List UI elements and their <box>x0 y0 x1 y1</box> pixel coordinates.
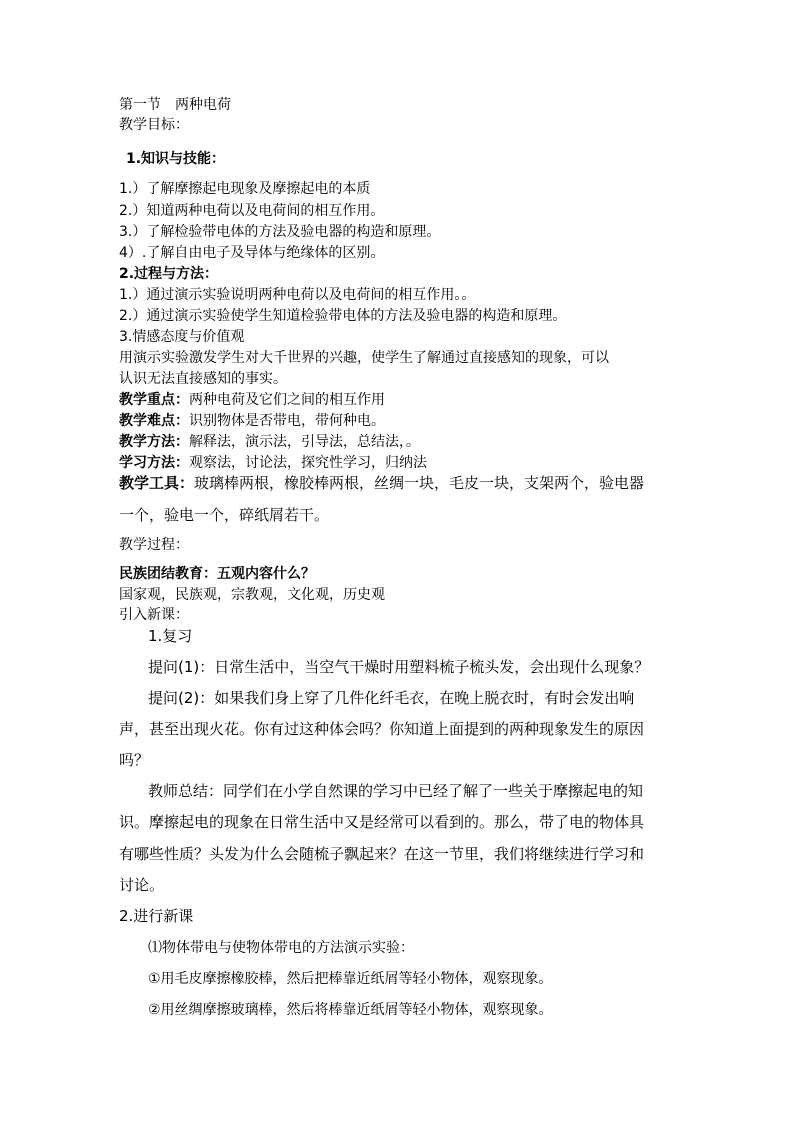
experiment-heading: ⑴物体带电与使物体带电的方法演示实验： <box>148 940 414 956</box>
question-2-line: 提问(2)：如果我们身上穿了几件化纤毛衣，在晚上脱衣时，有时会发出响 <box>148 689 635 707</box>
process-item: 2.）通过演示实验使学生知道检验带电体的方法及验电器的构造和原理。 <box>119 308 567 324</box>
knowledge-item: 4）.了解自由电子及导体与绝缘体的区别。 <box>119 245 385 261</box>
review-heading: 1.复习 <box>148 627 193 645</box>
teaching-method <box>119 433 420 451</box>
emotion-line: 用演示实验激发学生对大千世界的兴趣，使学生了解通过直接感知的现象，可以 <box>119 350 609 366</box>
process-title: 教学过程： <box>119 537 189 553</box>
knowledge-heading: 1.知识与技能： <box>126 151 226 167</box>
process-heading: 2.过程与方法： <box>119 266 219 282</box>
unity-text: 国家观，民族观，宗教观，文化观，历史观 <box>119 587 385 603</box>
teaching-tools-cont: 一个，验电一个，碎纸屑若干。 <box>119 506 330 524</box>
knowledge-item: 3.）了解检验带电体的方法及验电器的构造和原理。 <box>119 224 441 240</box>
teacher-summary-line: 识。摩擦起电的现象在日常生活中又是经常可以看到的。那么，带了电的物体具 <box>119 813 645 831</box>
key-point <box>119 391 385 409</box>
knowledge-item: 2.）知道两种电荷以及电荷间的相互作用。 <box>119 203 385 219</box>
teaching-method-text: 解释法，演示法，引导法，总结法，。 <box>189 434 420 450</box>
question-2-line: 声，甚至出现火花。你有过这种体会吗？你知道上面提到的两种现象发生的原因 <box>119 720 645 738</box>
new-lesson-heading: 2.进行新课 <box>119 907 194 925</box>
learning-method-label: 学习方法： <box>119 455 189 471</box>
teacher-summary-line: 有哪些性质？头发为什么会随梳子飘起来？在这一节里，我们将继续进行学习和 <box>119 845 645 863</box>
unity-heading: 民族团结教育：五观内容什么？ <box>119 566 315 582</box>
key-point-text: 两种电荷及它们之间的相互作用 <box>189 392 385 408</box>
intro-heading: 引入新课： <box>119 607 189 623</box>
emotion-line: 认识无法直接感知的事实。 <box>119 371 287 387</box>
teaching-tools-label: 教学工具： <box>119 474 195 492</box>
teacher-summary-line: 讨论。 <box>119 876 165 894</box>
difficulty-label: 教学难点： <box>119 413 189 429</box>
learning-method-text: 观察法，讨论法，探究性学习，归纳法 <box>189 455 427 471</box>
teaching-tools-text: 玻璃棒两根，橡胶棒两根，丝绸一块，毛皮一块，支架两个，验电器 <box>194 474 645 492</box>
teaching-tools <box>119 473 644 493</box>
question-2-line: 吗？ <box>119 751 150 769</box>
knowledge-item: 1.）了解摩擦起电现象及摩擦起电的本质 <box>119 181 371 197</box>
emotion-heading: 3.情感态度与价值观 <box>119 329 245 345</box>
teaching-method-label: 教学方法： <box>119 434 189 450</box>
difficulty <box>119 412 385 430</box>
teacher-summary-line: 教师总结：同学们在小学自然课的学习中已经了解了一些关于摩擦起电的知 <box>148 782 644 800</box>
experiment-step: ①用毛皮摩擦橡胶棒，然后把棒靠近纸屑等轻小物体，观察现象。 <box>148 971 553 987</box>
key-point-label: 教学重点： <box>119 392 189 408</box>
experiment-step: ②用丝绸摩擦玻璃棒，然后将棒靠近纸屑等轻小物体，观察现象。 <box>148 1002 553 1018</box>
process-item: 1.）通过演示实验说明两种电荷以及电荷间的相互作用。。 <box>119 287 476 303</box>
section-title: 第一节 两种电荷 <box>119 97 231 113</box>
objectives-heading: 教学目标： <box>119 117 189 133</box>
question-1: 提问(1)：日常生活中，当空气干燥时用塑料梳子梳头发，会出现什么现象？ <box>148 658 650 676</box>
learning-method <box>119 454 427 472</box>
difficulty-text: 识别物体是否带电，带何种电。 <box>189 413 385 429</box>
